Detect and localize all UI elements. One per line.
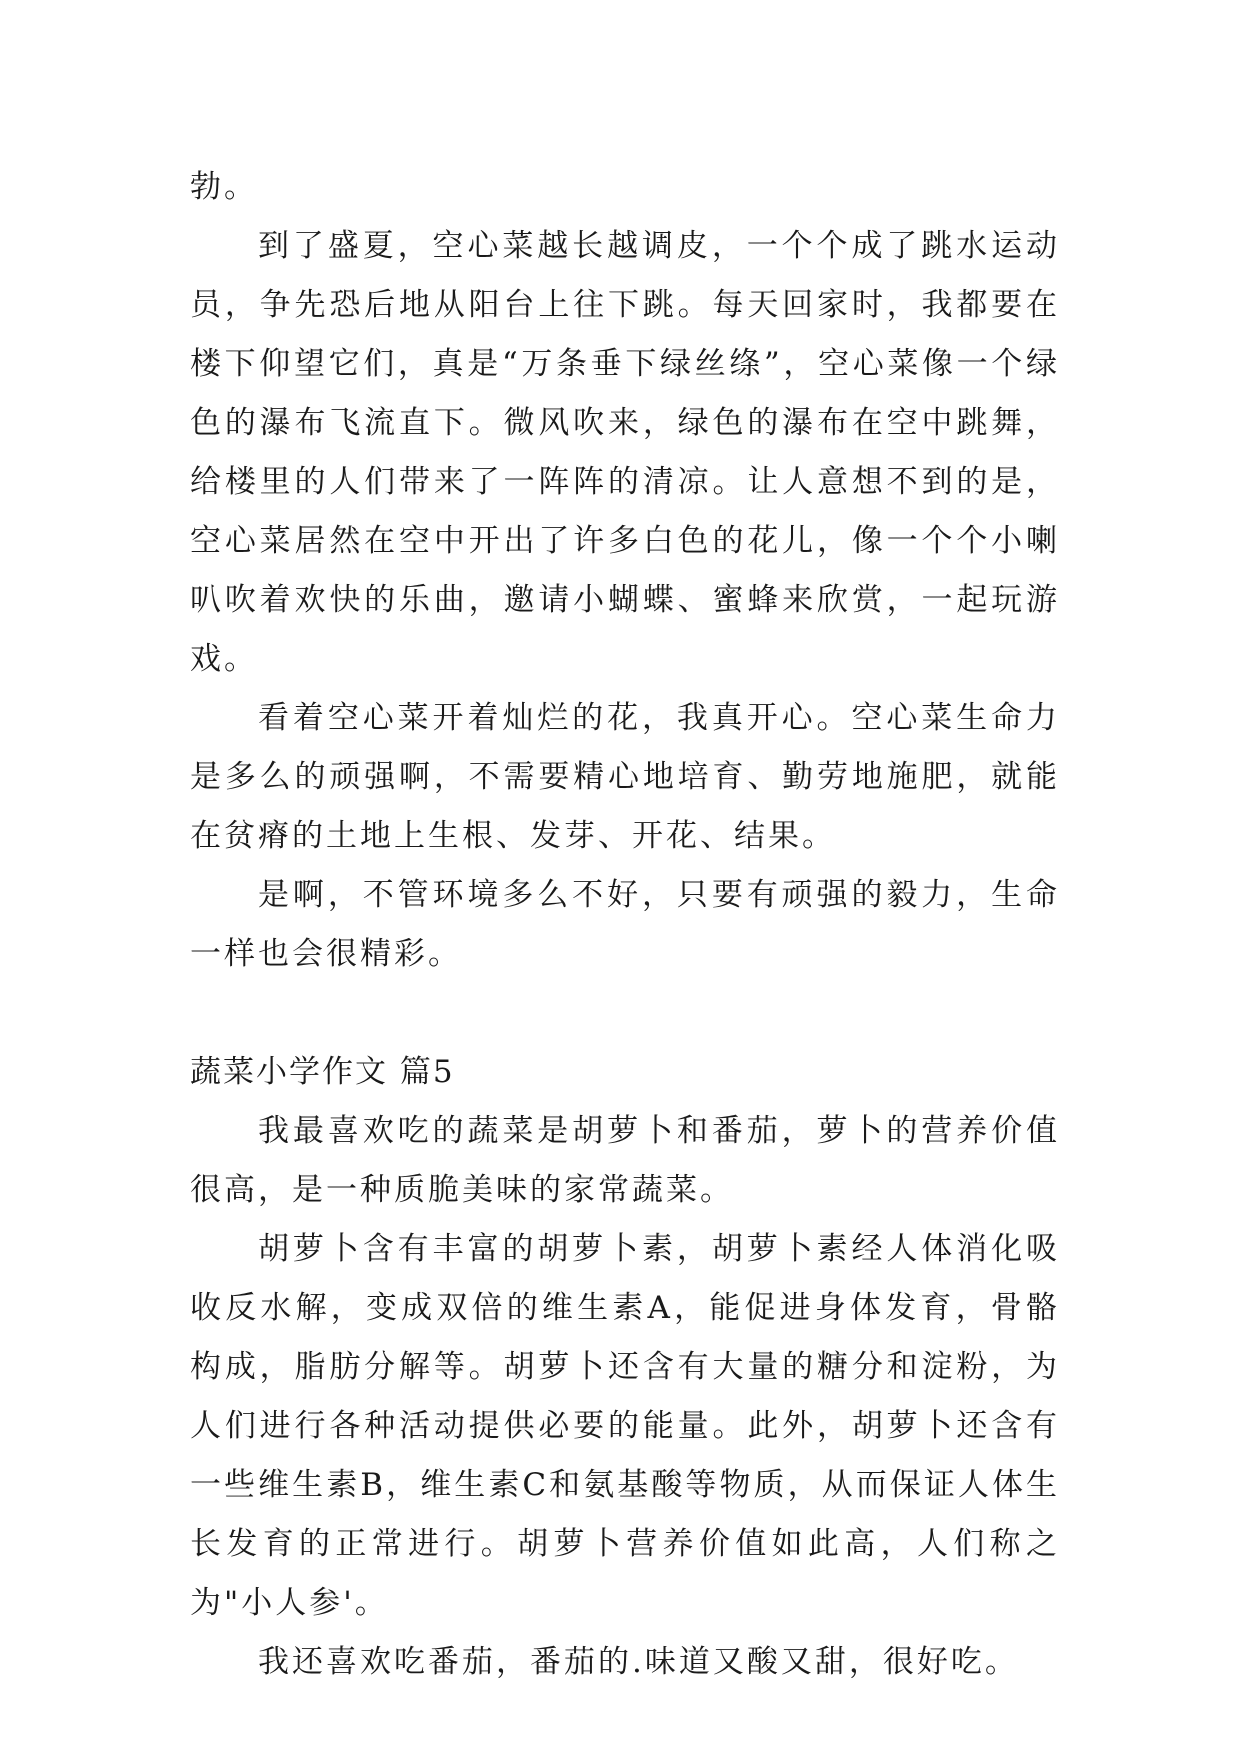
paragraph-carrot-nutrition: 胡萝卜含有丰富的胡萝卜素，胡萝卜素经人体消化吸收反水解，变成双倍的维生素A，能促进身体发育，骨骼构成，脂肪分解等。胡萝卜还含有大量的糖分和淀粉，为人们进行各种活动提供必要的能量。此外，胡萝卜还含有一些维生素B，维生素C和氨基酸等物质，从而保证人体生长发育的正常进行。胡萝卜营养价值如此高，人们称之为"小人参'。 [190, 1231, 1060, 1621]
paragraph-flowers: 看着空心菜开着灿烂的花，我真开心。空心菜生命力是多么的顽强啊，不需要精心地培育、勤劳地施肥，就能在贫瘠的土地上生根、发芽、开花、结果。 [190, 700, 1060, 854]
document-body [190, 158, 1060, 1692]
paragraph-summer: 到了盛夏，空心菜越长越调皮，一个个成了跳水运动员，争先恐后地从阳台上往下跳。每天回家时，我都要在楼下仰望它们，真是“万条垂下绿丝绦”，空心菜像一个绿色的瀑布飞流直下。微风吹来，绿色的瀑布在空中跳舞，给楼里的人们带来了一阵阵的清凉。让人意想不到的是，空心菜居然在空中开出了许多白色的花儿，像一个个小喇叭吹着欢快的乐曲，邀请小蝴蝶、蜜蜂来欣赏，一起玩游戏。 [190, 228, 1060, 677]
paragraph-favorite-vegetables: 我最喜欢吃的蔬菜是胡萝卜和番茄，萝卜的营养价值很高，是一种质脆美味的家常蔬菜。 [190, 1113, 1060, 1208]
paragraph-tomato: 我还喜欢吃番茄，番茄的.味道又酸又甜，很好吃。 [258, 1644, 1019, 1680]
paragraph-conclusion: 是啊，不管环境多么不好，只要有顽强的毅力，生命一样也会很精彩。 [190, 877, 1060, 972]
paragraph-continuation: 勃。 [190, 169, 258, 205]
section-heading: 蔬菜小学作文 篇5 [190, 1054, 455, 1090]
